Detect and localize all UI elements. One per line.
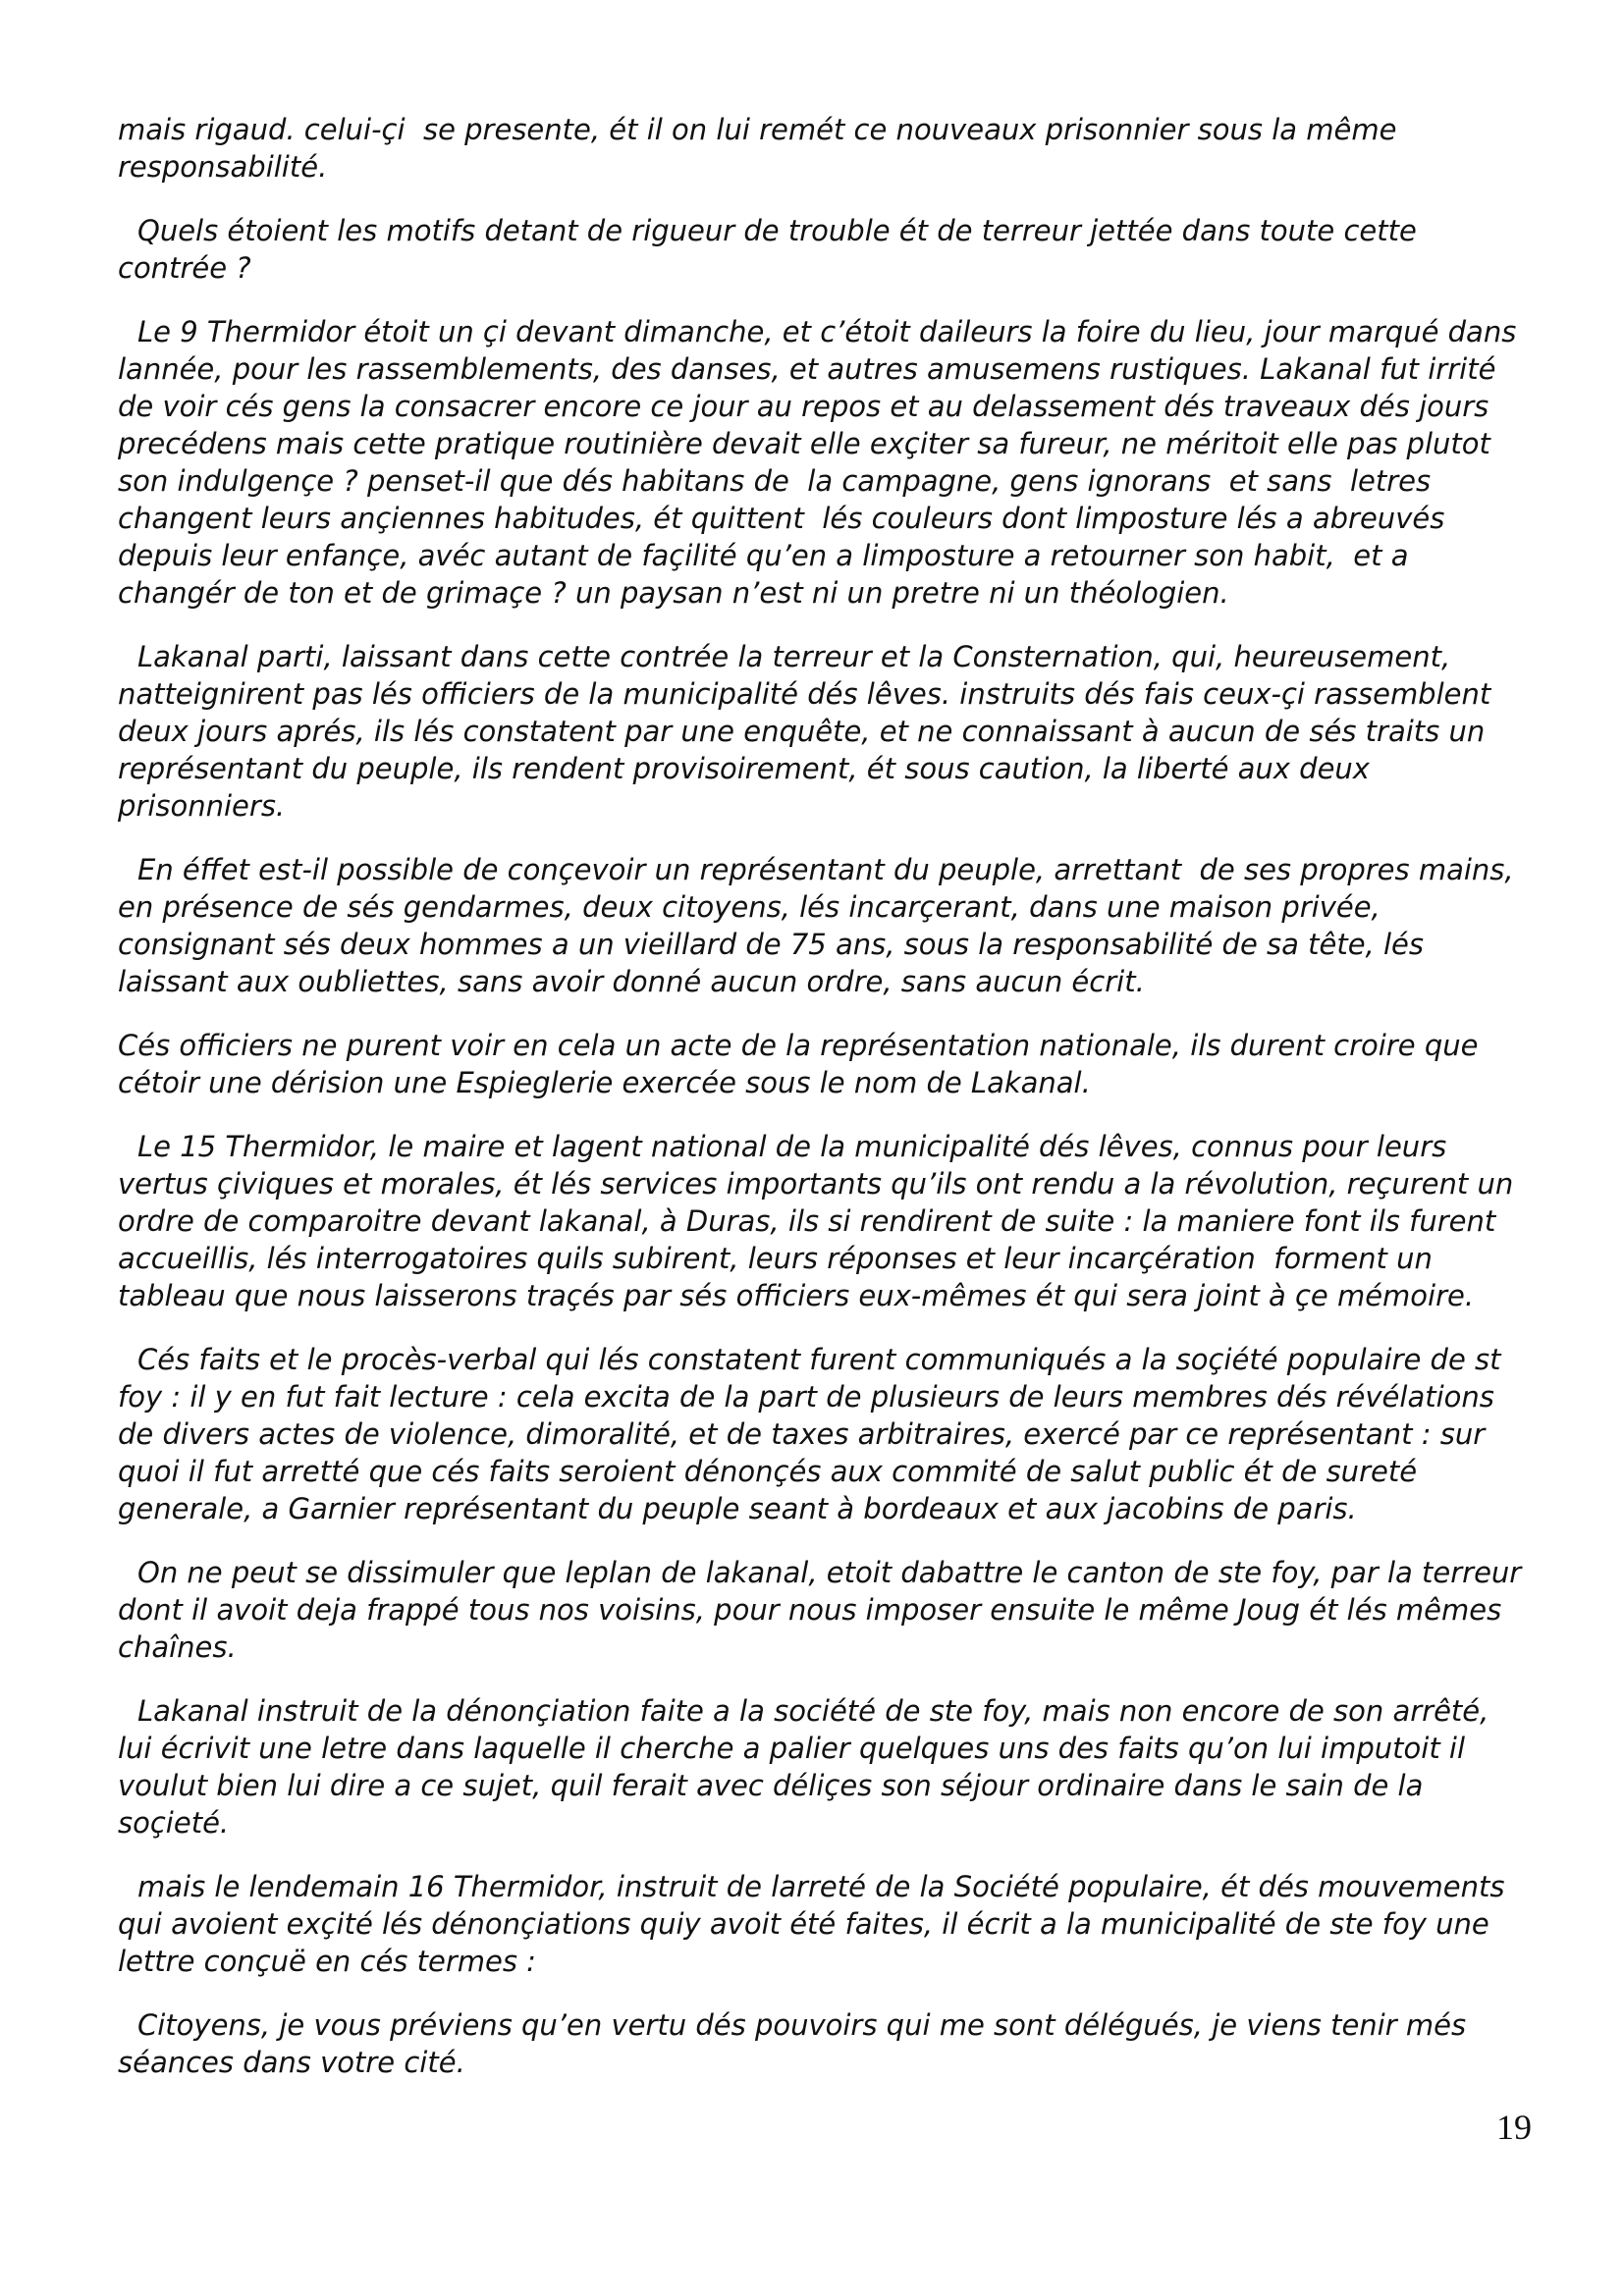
paragraph-2: Quels étoient les motifs detant de rigueur de trouble ét de terreur jettée dans toute cette contrée ? — [118, 214, 1427, 285]
paragraph-11: mais le lendemain 16 Thermidor, instruit de larreté de la Société populaire, ét dés mouvements qui avoient exçité lés dénonçiations quiy avoit été faites, il écrit a la municipalité de ste foy une lettre conçuë en cés termes : — [118, 1870, 1514, 1978]
paragraph-9: On ne peut se dissimuler que leplan de lakanal, etoit dabattre le canton de ste foy, par la terreur dont il avoit deja frappé tous nos voisins, pour nous imposer ensuite le même Joug ét lés mêmes chaînes. — [118, 1556, 1531, 1664]
paragraph-7: Le 15 Thermidor, le maire et lagent national de la municipalité dés lêves, connus pour leurs vertus çiviques et morales, ét lés services importants qu’ils ont rendu a la révolution, reçurent un ordre de comparoitre devant lakanal, à Duras, ils si rendirent de suite : la maniere font ils furent accueillis, lés interrogatoires quils subirent, leurs réponses et leur incarçération forment un tableau que nous laisserons traçés par sés officiers eux-mêmes ét qui sera joint à çe mémoire. — [118, 1130, 1523, 1312]
paragraph-4: Lakanal parti, laissant dans cette contrée la terreur et la Consternation, qui, heureusement, natteignirent pas lés officiers de la municipalité dés lêves. instruits dés fais ceux-çi rassemblent deux jours aprés, ils lés constatent par une enquête, et ne connaissant à aucun de sés traits un représentant du peuple, ils rendent provisoirement, ét sous caution, la liberté aux deux prisonniers. — [118, 640, 1500, 823]
page-number: 19 — [1496, 2108, 1532, 2147]
paragraph-3: Le 9 Thermidor étoit un çi devant dimanche, et c’étoit daileurs la foire du lieu, jour marqué dans lannée, pour les rassemblements, des danses, et autres amusemens rustiques. Lakanal fut irrité de voir cés gens la consacrer encore ce jour au repos et au delassement dés traveaux dés jours precédens mais cette pratique routinière devait elle exçiter sa fureur, ne méritoit elle pas plutot son indulgençe ? penset-il que dés habitans de la campagne, gens ignorans et sans letres changent leurs ançiennes habitudes, ét quittent lés couleurs dont limposture lés a abreuvés depuis leur enfançe, avéc autant de façilité qu’en a limposture a retourner son habit, et a changér de ton et de grimaçe ? un paysan n’est ni un pretre ni un théologien. — [118, 315, 1526, 610]
paragraph-10: Lakanal instruit de la dénonçiation faite a la société de ste foy, mais non encore de son arrêté, lui écrivit une letre dans laquelle il cherche a palier quelques uns des faits qu’on lui imputoit il voulut bien lui dire a ce sujet, quil ferait avec déliçes son séjour ordinaire dans le sain de la soçieté. — [118, 1694, 1498, 1840]
paragraph-6: Cés officiers ne purent voir en cela un acte de la représentation nationale, ils durent croire que cétoir une dérision une Espieglerie exercée sous le nom de Lakanal. — [118, 1029, 1488, 1099]
paragraph-1: mais rigaud. celui-çi se presente, ét il on lui remét ce nouveaux prisonnier sous la même responsabilité. — [118, 113, 1406, 184]
body-text — [118, 111, 1531, 2108]
paragraph-12: Citoyens, je vous préviens qu’en vertu dés pouvoirs qui me sont délégués, je viens tenir més séances dans votre cité. — [118, 2008, 1476, 2079]
paragraph-8: Cés faits et le procès-verbal qui lés constatent furent communiqués a la soçiété populaire de st foy : il y en fut fait lecture : cela excita de la part de plusieurs de leurs membres dés révélations de divers actes de violence, dimoralité, et de taxes arbitraires, exercé par ce représentant : sur quoi il fut arretté que cés faits seroient dénonçés aux commité de salut public ét de sureté generale, a Garnier représentant du peuple seant à bordeaux et aux jacobins de paris. — [118, 1343, 1510, 1525]
paragraph-5: En éffet est-il possible de conçevoir un représentant du peuple, arrettant de ses propres mains, en présence de sés gendarmes, deux citoyens, lés incarçerant, dans une maison privée, consignant sés deux hommes a un vieillard de 75 ans, sous la responsabilité de sa tête, lés laissant aux oubliettes, sans avoir donné aucun ordre, sans aucun écrit. — [118, 853, 1523, 998]
